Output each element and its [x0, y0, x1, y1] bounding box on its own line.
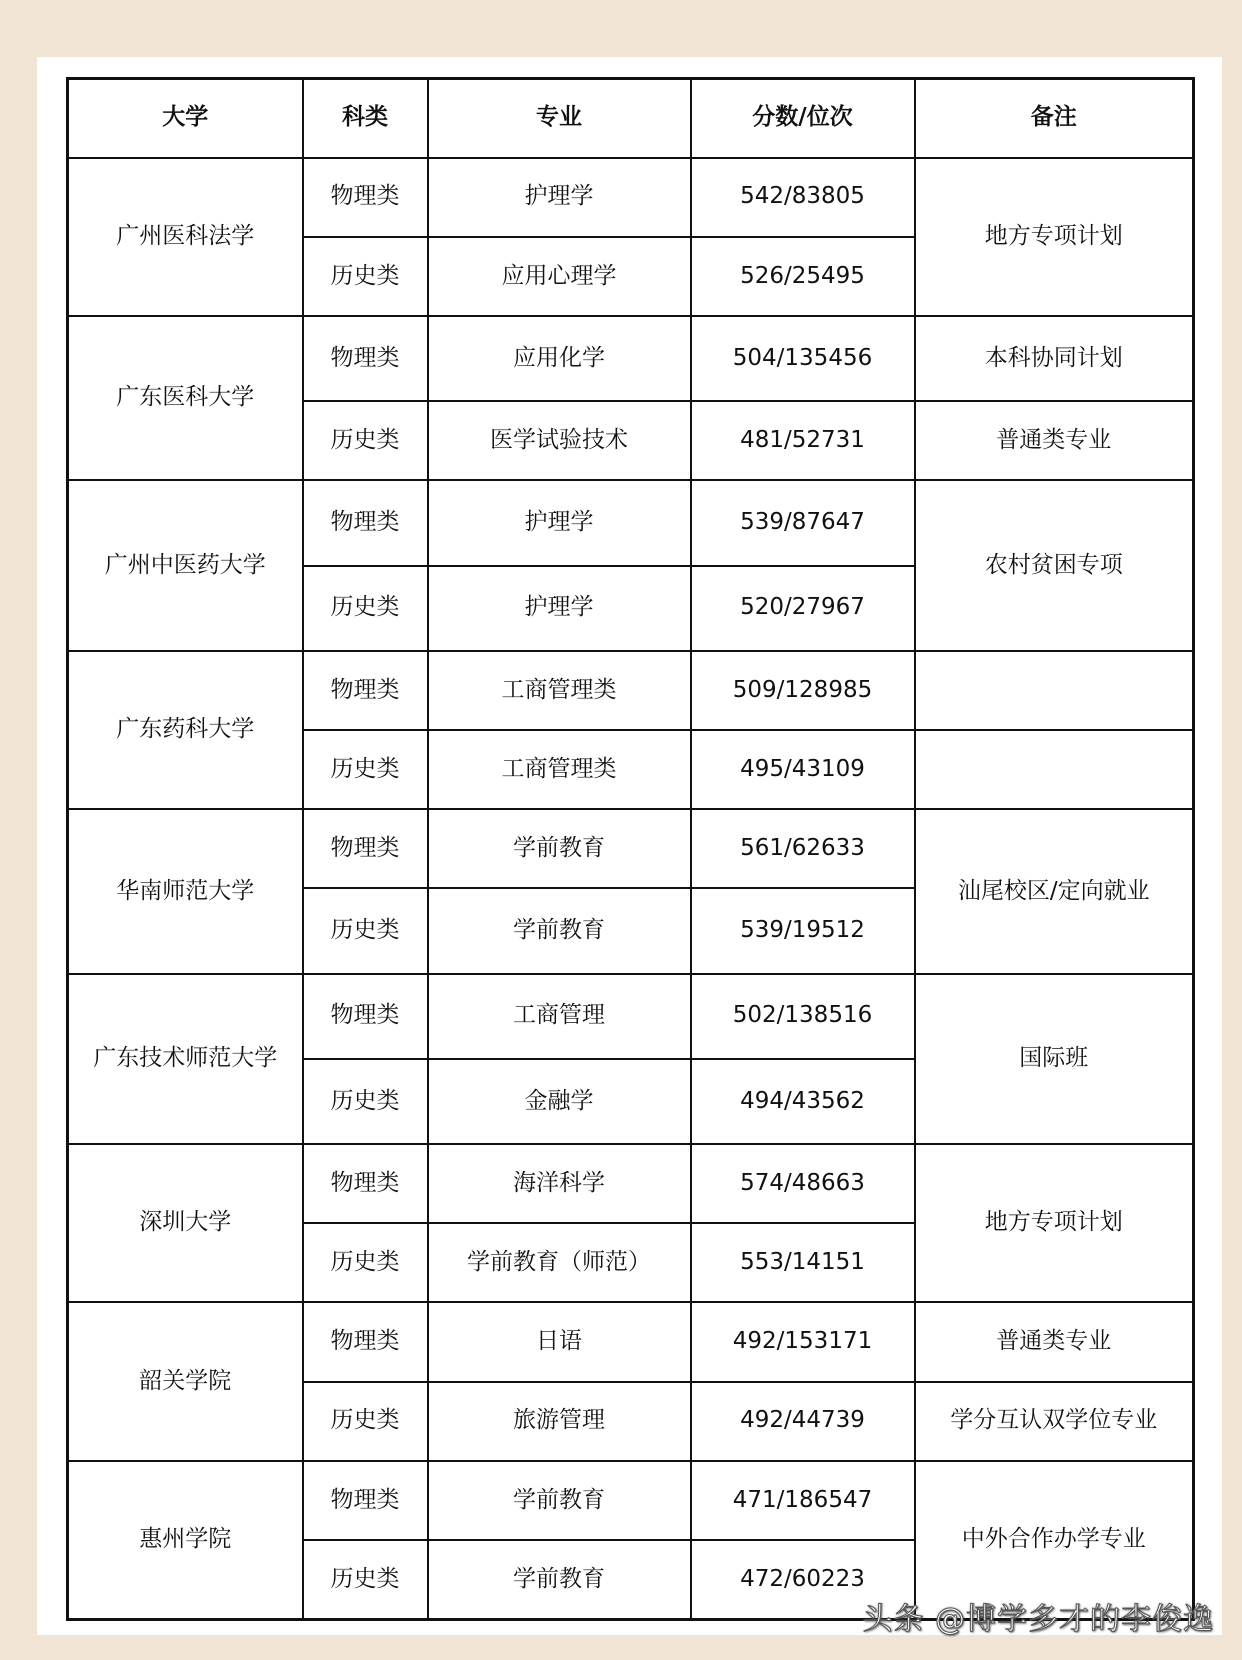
notes-cell: 地方专项计划	[915, 1144, 1194, 1302]
university-name: 广东医科大学	[68, 316, 303, 480]
category-cell: 物理类	[303, 809, 428, 888]
major-cell: 工商管理	[428, 974, 691, 1059]
major-cell: 海洋科学	[428, 1144, 691, 1223]
score-cell: 504/135456	[691, 316, 915, 401]
notes-cell: 学分互认双学位专业	[915, 1382, 1194, 1461]
major-cell: 金融学	[428, 1059, 691, 1144]
score-cell: 495/43109	[691, 730, 915, 809]
table-row	[68, 158, 1194, 237]
notes-cell: 农村贫困专项	[915, 480, 1194, 650]
category-cell: 物理类	[303, 316, 428, 401]
notes-cell: 中外合作办学专业	[915, 1461, 1194, 1620]
major-cell: 应用心理学	[428, 237, 691, 316]
major-cell: 学前教育	[428, 1540, 691, 1619]
university-name: 华南师范大学	[68, 809, 303, 973]
header-major: 专业	[428, 79, 691, 158]
table-row	[68, 1302, 1194, 1381]
score-cell: 539/19512	[691, 888, 915, 973]
category-cell: 历史类	[303, 1540, 428, 1619]
header-category: 科类	[303, 79, 428, 158]
score-cell: 553/14151	[691, 1223, 915, 1302]
header-university: 大学	[68, 79, 303, 158]
admission-score-table	[66, 77, 1195, 1621]
notes-cell: 普通类专业	[915, 401, 1194, 480]
category-cell: 物理类	[303, 974, 428, 1059]
score-cell: 520/27967	[691, 566, 915, 651]
header-score-rank: 分数/位次	[691, 79, 915, 158]
category-cell: 物理类	[303, 651, 428, 730]
major-cell: 医学试验技术	[428, 401, 691, 480]
table-row	[68, 1144, 1194, 1223]
category-cell: 历史类	[303, 1382, 428, 1461]
score-cell: 492/153171	[691, 1302, 915, 1381]
score-cell: 492/44739	[691, 1382, 915, 1461]
major-cell: 护理学	[428, 480, 691, 565]
author-watermark: 头条 @博学多才的李俊逸	[862, 1602, 1214, 1637]
university-name: 广州中医药大学	[68, 480, 303, 650]
score-cell: 471/186547	[691, 1461, 915, 1540]
score-cell: 472/60223	[691, 1540, 915, 1619]
notes-cell: 地方专项计划	[915, 158, 1194, 316]
category-cell: 物理类	[303, 1302, 428, 1381]
notes-cell: 国际班	[915, 974, 1194, 1144]
score-cell: 561/62633	[691, 809, 915, 888]
category-cell: 历史类	[303, 237, 428, 316]
major-cell: 应用化学	[428, 316, 691, 401]
major-cell: 护理学	[428, 158, 691, 237]
major-cell: 旅游管理	[428, 1382, 691, 1461]
university-name: 广东技术师范大学	[68, 974, 303, 1144]
category-cell: 历史类	[303, 401, 428, 480]
table-row	[68, 651, 1194, 730]
category-cell: 物理类	[303, 158, 428, 237]
category-cell: 物理类	[303, 1144, 428, 1223]
university-name: 惠州学院	[68, 1461, 303, 1620]
university-name: 深圳大学	[68, 1144, 303, 1302]
category-cell: 物理类	[303, 1461, 428, 1540]
header-notes: 备注	[915, 79, 1194, 158]
table-row	[68, 809, 1194, 888]
score-cell: 509/128985	[691, 651, 915, 730]
score-cell: 526/25495	[691, 237, 915, 316]
notes-cell	[915, 730, 1194, 809]
notes-cell: 普通类专业	[915, 1302, 1194, 1381]
major-cell: 学前教育	[428, 888, 691, 973]
major-cell: 工商管理类	[428, 651, 691, 730]
category-cell: 物理类	[303, 480, 428, 565]
major-cell: 日语	[428, 1302, 691, 1381]
notes-cell: 本科协同计划	[915, 316, 1194, 401]
category-cell: 历史类	[303, 888, 428, 973]
score-cell: 574/48663	[691, 1144, 915, 1223]
category-cell: 历史类	[303, 566, 428, 651]
category-cell: 历史类	[303, 1223, 428, 1302]
table-row	[68, 1461, 1194, 1540]
score-cell: 542/83805	[691, 158, 915, 237]
major-cell: 学前教育	[428, 1461, 691, 1540]
major-cell: 护理学	[428, 566, 691, 651]
major-cell: 学前教育	[428, 809, 691, 888]
header-row	[68, 79, 1194, 158]
table-row	[68, 480, 1194, 565]
university-name: 韶关学院	[68, 1302, 303, 1460]
score-cell: 502/138516	[691, 974, 915, 1059]
table-row	[68, 974, 1194, 1059]
university-name: 广州医科法学	[68, 158, 303, 316]
score-cell: 481/52731	[691, 401, 915, 480]
university-name: 广东药科大学	[68, 651, 303, 809]
category-cell: 历史类	[303, 1059, 428, 1144]
score-cell: 494/43562	[691, 1059, 915, 1144]
table-row	[68, 316, 1194, 401]
notes-cell	[915, 651, 1194, 730]
major-cell: 学前教育（师范）	[428, 1223, 691, 1302]
notes-cell: 汕尾校区/定向就业	[915, 809, 1194, 973]
major-cell: 工商管理类	[428, 730, 691, 809]
category-cell: 历史类	[303, 730, 428, 809]
score-cell: 539/87647	[691, 480, 915, 565]
